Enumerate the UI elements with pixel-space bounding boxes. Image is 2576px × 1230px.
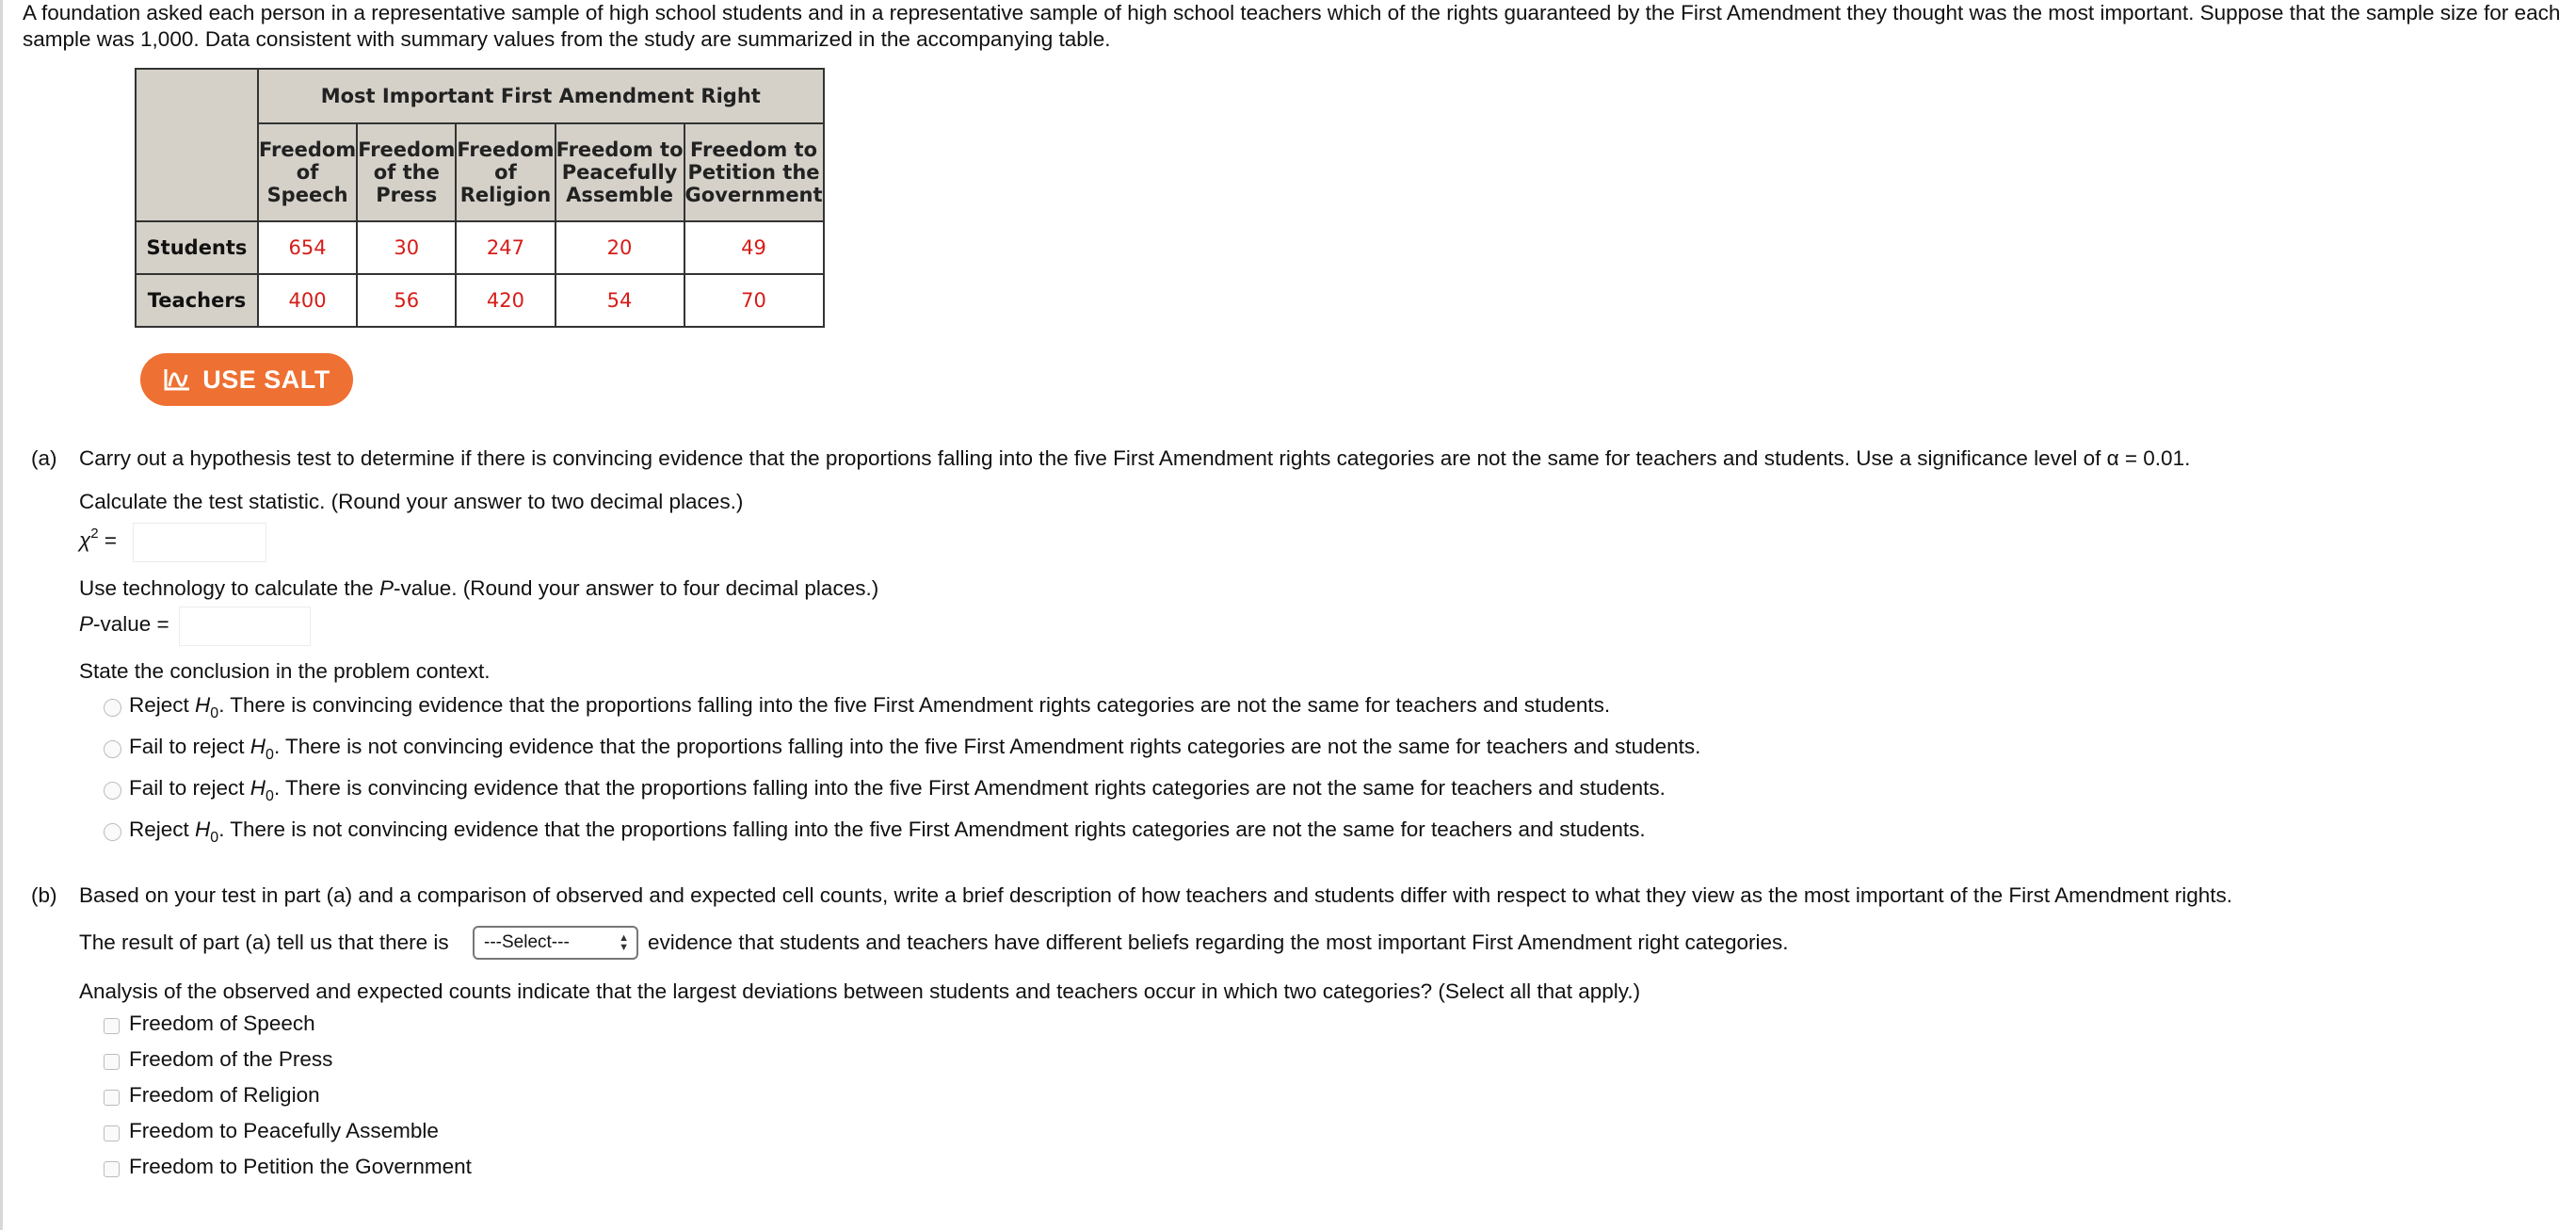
conclusion-radio-1[interactable]: [104, 699, 121, 717]
table-main-header: Most Important First Amendment Right: [258, 69, 824, 123]
table-row-teachers: [136, 274, 824, 327]
analysis-prompt: Analysis of the observed and expected counts indicate that the largest deviations between students and teachers occur in which two categories? (Select all that apply.): [79, 979, 1641, 1003]
checkbox-petition[interactable]: [104, 1161, 120, 1177]
table-cell: 70: [684, 274, 824, 327]
checkbox-label-petition[interactable]: Freedom to Petition the Government: [129, 1155, 472, 1178]
test-statistic-prompt: Calculate the test statistic. (Round your answer to two decimal places.): [79, 490, 744, 513]
checkbox-assemble[interactable]: [104, 1125, 120, 1141]
conclusion-option-1[interactable]: Reject $H_0$. There is convincing evidence that the proportions falling into the five First Amendment rights categories are not the same for teachers and students.: [129, 693, 1611, 721]
conclusion-radio-2[interactable]: [104, 740, 121, 758]
conclusion-option-2[interactable]: Fail to reject $H_0$. There is not convincing evidence that the proportions falling into the five First Amendment rights categories are not the same for teachers and students.: [129, 735, 1701, 763]
column-header-petition: Freedom to Petition the Government: [684, 123, 824, 221]
part-a-prompt: Carry out a hypothesis test to determine if there is convincing evidence that the proportions falling into the five First Amendment rights categories are not the same for teachers and students. Use a significance level of α = 0.01.: [79, 446, 2191, 470]
table-cell: 420: [456, 274, 555, 327]
table-row-students: [136, 221, 824, 274]
evidence-select-value: ---Select---: [484, 932, 570, 952]
part-a-marker: (a): [31, 446, 57, 470]
checkbox-label-assemble[interactable]: Freedom to Peacefully Assemble: [129, 1119, 439, 1142]
p-value-input[interactable]: [179, 607, 311, 646]
conclusion-radio-3[interactable]: [104, 782, 121, 800]
conclusion-prompt: State the conclusion in the problem context.: [79, 659, 491, 683]
table-cell: 54: [555, 274, 684, 327]
checkbox-label-press[interactable]: Freedom of the Press: [129, 1047, 333, 1071]
left-border: [0, 0, 3, 1230]
use-salt-button[interactable]: [140, 353, 353, 406]
column-header-speech: Freedom of Speech: [258, 123, 357, 221]
evidence-select[interactable]: [473, 926, 638, 960]
checkbox-label-speech[interactable]: Freedom of Speech: [129, 1012, 315, 1035]
table-cell: 49: [684, 221, 824, 274]
part-b-marker: (b): [31, 883, 57, 907]
chi-square-input[interactable]: [133, 523, 266, 562]
use-salt-label: USE SALT: [202, 364, 330, 394]
column-header-assemble: Freedom to Peacefully Assemble: [555, 123, 684, 221]
conclusion-option-3[interactable]: Fail to reject $H_0$. There is convincing evidence that the proportions falling into the five First Amendment rights categories are not the same for teachers and students.: [129, 776, 1666, 804]
checkbox-label-religion[interactable]: Freedom of Religion: [129, 1083, 320, 1107]
data-table: [135, 68, 825, 328]
checkbox-press[interactable]: [104, 1054, 120, 1070]
column-header-press: Freedom of the Press: [357, 123, 456, 221]
p-value-prompt: Use technology to calculate the P-value. (Round your answer to four decimal places.): [79, 576, 879, 600]
table-cell: 20: [555, 221, 684, 274]
table-cell: 654: [258, 221, 357, 274]
select-arrows-icon: ▲ ▼: [619, 932, 629, 953]
conclusion-option-4[interactable]: Reject $H_0$. There is not convincing evidence that the proportions falling into the five First Amendment rights categories are not the same for teachers and students.: [129, 817, 1646, 846]
table-corner: [136, 69, 258, 221]
checkbox-religion[interactable]: [104, 1090, 120, 1106]
checkbox-speech[interactable]: [104, 1018, 120, 1034]
table-cell: 247: [456, 221, 555, 274]
problem-intro: A foundation asked each person in a representative sample of high school students and in a representative sample of high school teachers which of the rights guaranteed by the First Amendment they thought was the most important. Suppose that the sample size for each sample was 1,000. Data consistent with summary values from the study are summarized in the accompanying table.: [23, 1, 2561, 51]
p-value-label: P-value =: [79, 612, 169, 636]
conclusion-radio-4[interactable]: [104, 823, 121, 841]
table-cell: 56: [357, 274, 456, 327]
result-text-pre: The result of part (a) tell us that there is: [79, 931, 449, 954]
table-cell: 30: [357, 221, 456, 274]
result-text-post: evidence that students and teachers have different beliefs regarding the most important First Amendment right categories.: [648, 931, 1789, 954]
chi-square-label: $\chi^2$ =: [79, 526, 118, 552]
row-label-students: Students: [136, 221, 258, 274]
column-header-religion: Freedom of Religion: [456, 123, 555, 221]
part-b-prompt: Based on your test in part (a) and a comparison of observed and expected cell counts, write a brief description of how teachers and students differ with respect to what they view as the most important of the First Amendment rights.: [79, 883, 2233, 907]
salt-chart-icon: [163, 367, 191, 392]
row-label-teachers: Teachers: [136, 274, 258, 327]
table-cell: 400: [258, 274, 357, 327]
